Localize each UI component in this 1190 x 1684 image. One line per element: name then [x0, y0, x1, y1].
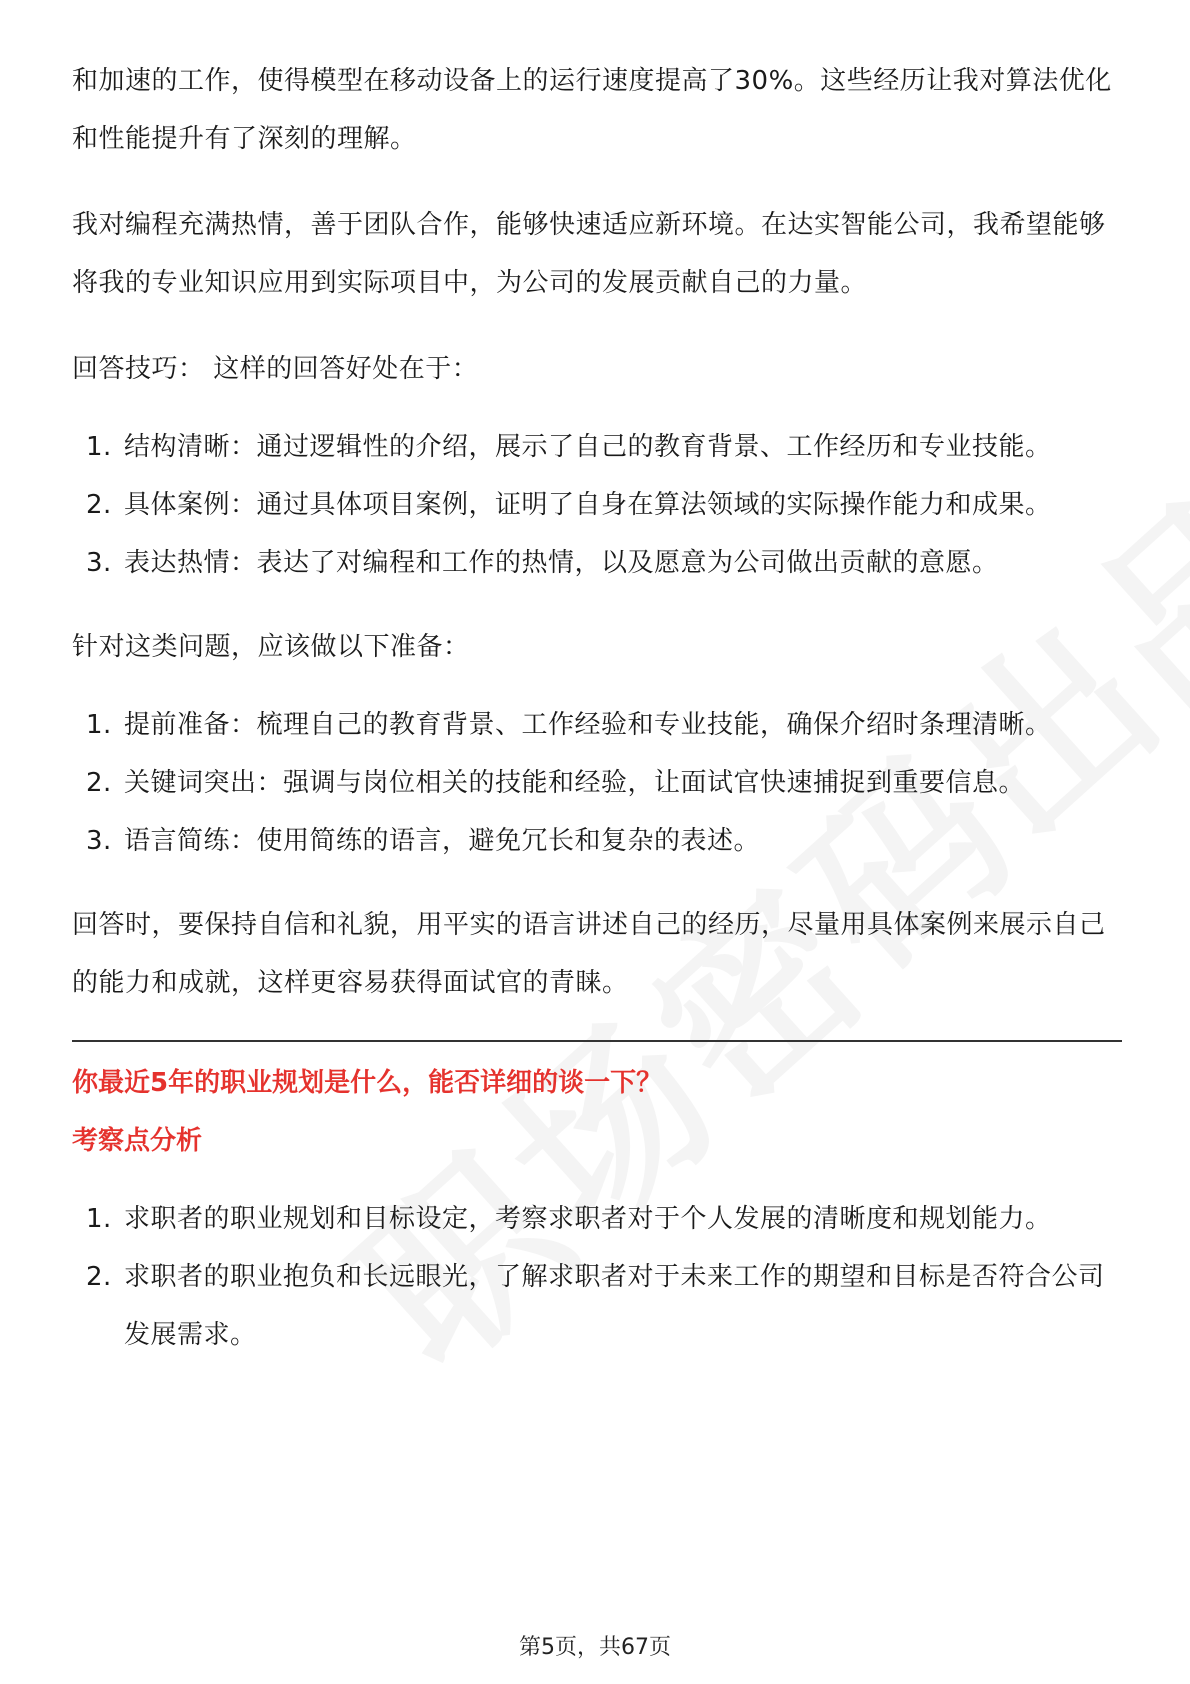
list-text: 求职者的职业抱负和长远眼光，了解求职者对于未来工作的期望和目标是否符合公司发展需求。 — [124, 1262, 1105, 1350]
list-item — [72, 476, 1122, 534]
list-number: 2. — [86, 768, 112, 798]
question-heading: 你最近5年的职业规划是什么，能否详细的谈一下？ — [72, 1068, 663, 1098]
section-divider — [72, 1040, 1122, 1042]
list-item — [72, 812, 1122, 870]
list-item — [72, 754, 1122, 812]
analysis-heading: 考察点分析 — [72, 1126, 203, 1156]
preparation-list — [72, 696, 1122, 870]
list-item — [72, 1190, 1122, 1248]
preparation-intro: 针对这类问题，应该做以下准备： — [72, 632, 470, 662]
list-text: 提前准备：梳理自己的教育背景、工作经验和专业技能，确保介绍时条理清晰。 — [124, 710, 1052, 740]
page-number-footer: 第5页，共67页 — [519, 1635, 671, 1660]
list-item — [72, 418, 1122, 476]
list-number: 2. — [86, 1262, 112, 1292]
closing-paragraph: 回答时，要保持自信和礼貌，用平实的语言讲述自己的经历，尽量用具体案例来展示自己的能力和成就，这样更容易获得面试官的青睐。 — [72, 910, 1106, 998]
list-number: 1. — [86, 432, 112, 462]
list-text: 求职者的职业规划和目标设定，考察求职者对于个人发展的清晰度和规划能力。 — [124, 1204, 1052, 1234]
list-item — [72, 1248, 1122, 1364]
list-number: 2. — [86, 490, 112, 520]
analysis-list — [72, 1190, 1122, 1364]
list-text: 结构清晰：通过逻辑性的介绍，展示了自己的教育背景、工作经历和专业技能。 — [124, 432, 1052, 462]
answer-tips-intro: 回答技巧： 这样的回答好处在于： — [72, 354, 479, 384]
list-text: 关键词突出：强调与岗位相关的技能和经验，让面试官快速捕捉到重要信息。 — [124, 768, 1026, 798]
document-page — [72, 52, 1122, 1390]
list-number: 3. — [86, 548, 112, 578]
paragraph-1: 和加速的工作，使得模型在移动设备上的运行速度提高了30%。这些经历让我对算法优化和性能提升有了深刻的理解。 — [72, 66, 1112, 154]
list-number: 1. — [86, 710, 112, 740]
list-number: 1. — [86, 1204, 112, 1234]
list-text: 具体案例：通过具体项目案例，证明了自身在算法领域的实际操作能力和成果。 — [124, 490, 1052, 520]
list-item — [72, 534, 1122, 592]
list-number: 3. — [86, 826, 112, 856]
list-text: 表达热情：表达了对编程和工作的热情，以及愿意为公司做出贡献的意愿。 — [124, 548, 999, 578]
list-text: 语言简练：使用简练的语言，避免冗长和复杂的表述。 — [124, 826, 761, 856]
paragraph-2: 我对编程充满热情，善于团队合作，能够快速适应新环境。在达实智能公司，我希望能够将我的专业知识应用到实际项目中，为公司的发展贡献自己的力量。 — [72, 210, 1106, 298]
list-item — [72, 696, 1122, 754]
answer-tips-list — [72, 418, 1122, 592]
